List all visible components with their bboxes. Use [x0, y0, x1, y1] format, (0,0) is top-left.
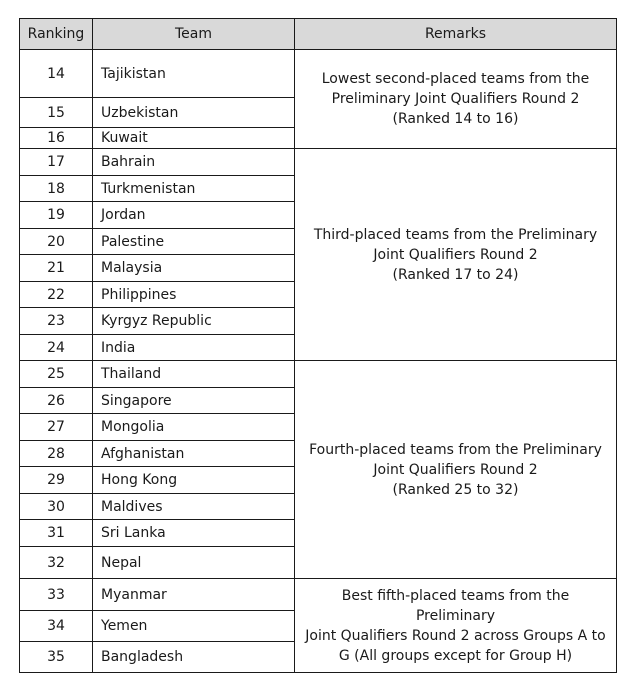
header-row: [20, 19, 617, 50]
team-cell: Tajikistan: [93, 50, 295, 98]
team-cell: Yemen: [93, 611, 295, 642]
remark-line: Third-placed teams from the Preliminary: [313, 226, 598, 243]
remark-line: (Ranked 14 to 16): [392, 111, 519, 127]
remark-line: G (All groups except for Group H): [338, 647, 573, 664]
team-cell: Singapore: [93, 388, 295, 414]
ranking-cell: 24: [20, 335, 93, 361]
header-team: Team: [93, 19, 295, 50]
team-cell: Turkmenistan: [93, 176, 295, 202]
team-cell: Philippines: [93, 282, 295, 308]
remark-line: (Ranked 17 to 24): [392, 266, 519, 283]
table-row: [20, 149, 617, 176]
ranking-cell: 30: [20, 494, 93, 520]
team-cell: Palestine: [93, 229, 295, 255]
remarks-cell: [295, 579, 617, 673]
remark-line: Joint Qualifiers Round 2 across Groups A to: [305, 627, 606, 644]
team-cell: Kyrgyz Republic: [93, 308, 295, 335]
team-cell: Uzbekistan: [93, 98, 295, 128]
ranking-cell: 28: [20, 441, 93, 467]
remark-line: Preliminary Joint Qualifiers Round 2: [331, 91, 580, 107]
team-cell: Bangladesh: [93, 642, 295, 673]
ranking-cell: 33: [20, 579, 93, 611]
team-cell: Maldives: [93, 494, 295, 520]
team-cell: Malaysia: [93, 255, 295, 282]
ranking-cell: 27: [20, 414, 93, 441]
remark-line: Fourth-placed teams from the Preliminary: [309, 441, 602, 458]
team-cell: India: [93, 335, 295, 361]
team-cell: Hong Kong: [93, 467, 295, 494]
team-cell: Jordan: [93, 202, 295, 229]
ranking-cell: 25: [20, 361, 93, 388]
ranking-cell: 29: [20, 467, 93, 494]
remark-line: (Ranked 25 to 32): [392, 481, 519, 498]
team-cell: Kuwait: [93, 128, 295, 149]
ranking-cell: 23: [20, 308, 93, 335]
remarks-cell: [295, 149, 617, 361]
team-cell: Myanmar: [93, 579, 295, 611]
ranking-cell: 18: [20, 176, 93, 202]
ranking-cell: 14: [20, 50, 93, 98]
remark-line: Joint Qualifiers Round 2: [373, 246, 538, 263]
remarks-cell: [295, 50, 617, 149]
table-row: [20, 361, 617, 388]
team-cell: Afghanistan: [93, 441, 295, 467]
remark-line: Lowest second-placed teams from the: [321, 71, 590, 87]
ranking-cell: 21: [20, 255, 93, 282]
ranking-cell: 17: [20, 149, 93, 176]
ranking-cell: 16: [20, 128, 93, 149]
remark-line: Best fifth-placed teams from the Preliminary: [341, 587, 570, 624]
ranking-cell: 34: [20, 611, 93, 642]
remarks-cell: [295, 361, 617, 579]
header-remarks: Remarks: [295, 19, 617, 50]
team-cell: Bahrain: [93, 149, 295, 176]
team-cell: Thailand: [93, 361, 295, 388]
ranking-cell: 22: [20, 282, 93, 308]
team-cell: Mongolia: [93, 414, 295, 441]
ranking-cell: 15: [20, 98, 93, 128]
team-cell: Nepal: [93, 547, 295, 579]
ranking-cell: 20: [20, 229, 93, 255]
remark-line: Joint Qualifiers Round 2: [373, 461, 538, 478]
ranking-cell: 32: [20, 547, 93, 579]
table-row: [20, 579, 617, 611]
ranking-cell: 26: [20, 388, 93, 414]
ranking-cell: 35: [20, 642, 93, 673]
table-row: [20, 50, 617, 98]
ranking-cell: 31: [20, 520, 93, 547]
header-ranking: Ranking: [20, 19, 93, 50]
ranking-table: [19, 18, 617, 673]
ranking-cell: 19: [20, 202, 93, 229]
team-cell: Sri Lanka: [93, 520, 295, 547]
